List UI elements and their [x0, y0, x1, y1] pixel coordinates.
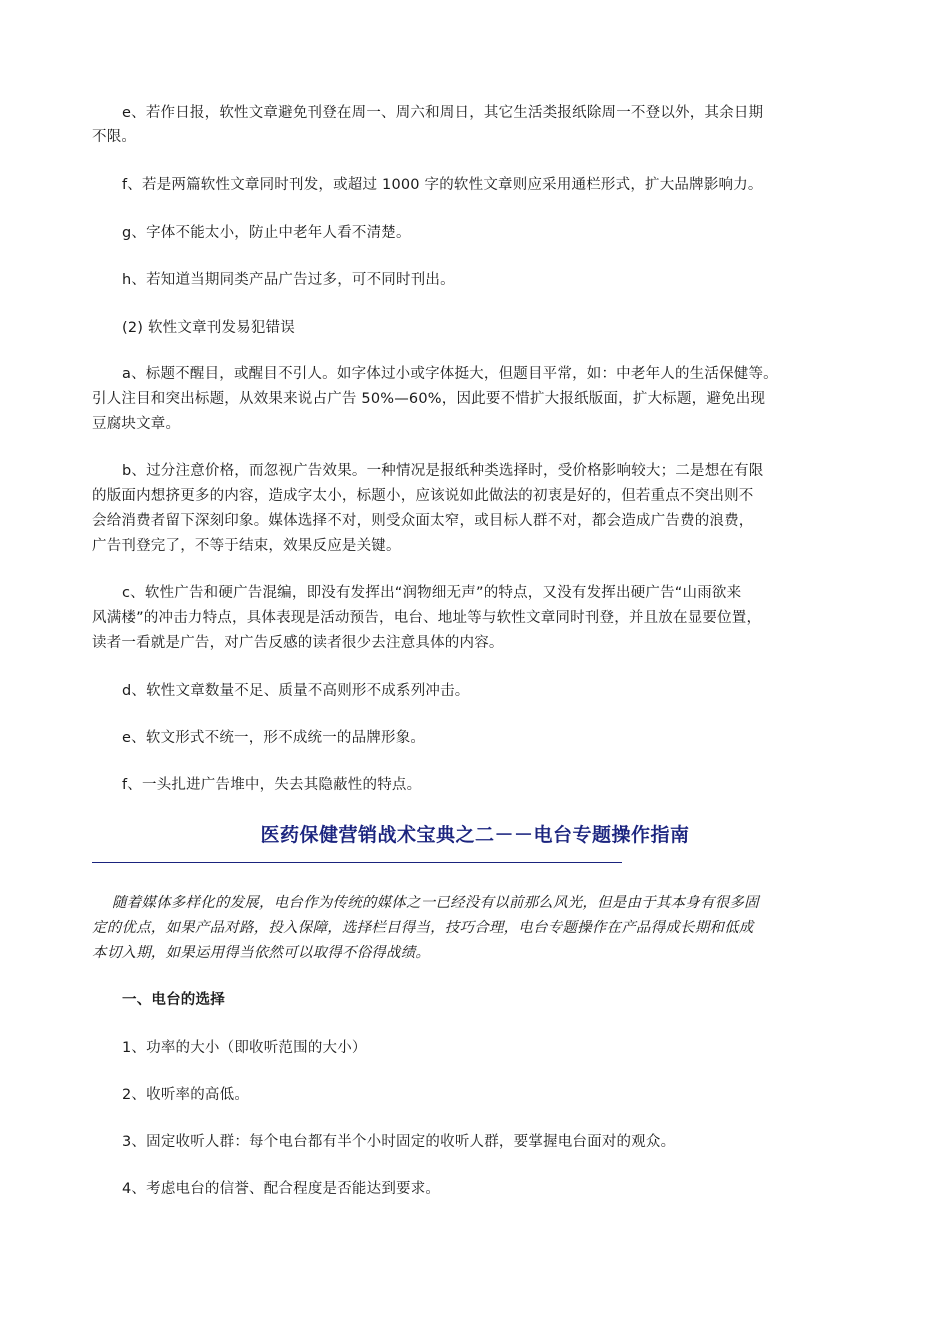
- paragraph-e2: e、软文形式不统一，形不成统一的品牌形象。: [122, 730, 426, 746]
- paragraph-b-line3: 会给消费者留下深刻印象。媒体选择不对，则受众面太窄，或目标人群不对，都会造成广告费的浪费，: [92, 513, 754, 529]
- paragraph-a-line2: 引人注目和突出标题，从效果来说占广告 50%—60%，因此要不惜扩大报纸版面，扩大标题，避免出现: [92, 391, 766, 407]
- list-item: 2、收听率的高低。: [122, 1087, 250, 1103]
- article-title: 医药保健营销战术宝典之二－－电台专题操作指南: [260, 824, 690, 846]
- subheading-errors: (2) 软性文章刊发易犯错误: [122, 320, 295, 336]
- paragraph-f: f、若是两篇软性文章同时刊发，或超过 1000 字的软性文章则应采用通栏形式，扩大品牌影响力。: [122, 177, 763, 193]
- intro-line1: 随着媒体多样化的发展，电台作为传统的媒体之一已经没有以前那么风光，但是由于其本身有很多固: [112, 895, 759, 911]
- paragraph-a-line1: a、标题不醒目，或醒目不引人。如字体过小或字体挺大，但题目平常，如：中老年人的生活保健等。: [122, 366, 778, 382]
- paragraph-g: g、字体不能太小，防止中老年人看不清楚。: [122, 225, 411, 241]
- paragraph-a-line3: 豆腐块文章。: [92, 416, 181, 432]
- paragraph-e-line2: 不限。: [92, 129, 137, 145]
- list-item: 3、固定收听人群：每个电台都有半个小时固定的收听人群，要掌握电台面对的观众。: [122, 1134, 676, 1150]
- paragraph-b-line2: 的版面内想挤更多的内容，造成字太小，标题小，应该说如此做法的初衷是好的，但若重点不突出则不: [92, 488, 754, 504]
- section-heading: 一、电台的选择: [122, 992, 225, 1008]
- paragraph-d: d、软性文章数量不足、质量不高则形不成系列冲击。: [122, 683, 470, 699]
- paragraph-f2: f、一头扎进广告堆中，失去其隐蔽性的特点。: [122, 777, 422, 793]
- title-divider: [92, 862, 622, 863]
- intro-line3: 本切入期，如果运用得当依然可以取得不俗得战绩。: [92, 945, 431, 961]
- paragraph-b-line4: 广告刊登完了，不等于结束，效果反应是关键。: [92, 538, 401, 554]
- paragraph-b-line1: b、过分注意价格，而忽视广告效果。一种情况是报纸种类选择时，受价格影响较大；二是想在有限: [122, 463, 764, 479]
- paragraph-c-line2: 风满楼”的冲击力特点，具体表现是活动预告，电台、地址等与软性文章同时刊登，并且放在显要位置，: [92, 610, 762, 626]
- paragraph-e-line1: e、若作日报，软性文章避免刊登在周一、周六和周日，其它生活类报纸除周一不登以外，其余日期: [122, 105, 764, 121]
- intro-line2: 定的优点，如果产品对路，投入保障，选择栏目得当，技巧合理，电台专题操作在产品得成长期和低成: [92, 920, 754, 936]
- list-item: 1、功率的大小（即收听范围的大小）: [122, 1040, 367, 1056]
- paragraph-c-line3: 读者一看就是广告，对广告反感的读者很少去注意具体的内容。: [92, 635, 504, 651]
- paragraph-h: h、若知道当期同类产品广告过多，可不同时刊出。: [122, 272, 455, 288]
- list-item: 4、考虑电台的信誉、配合程度是否能达到要求。: [122, 1181, 441, 1197]
- paragraph-c-line1: c、软性广告和硬广告混编，即没有发挥出“润物细无声”的特点，又没有发挥出硬广告“山雨欲来: [122, 585, 742, 601]
